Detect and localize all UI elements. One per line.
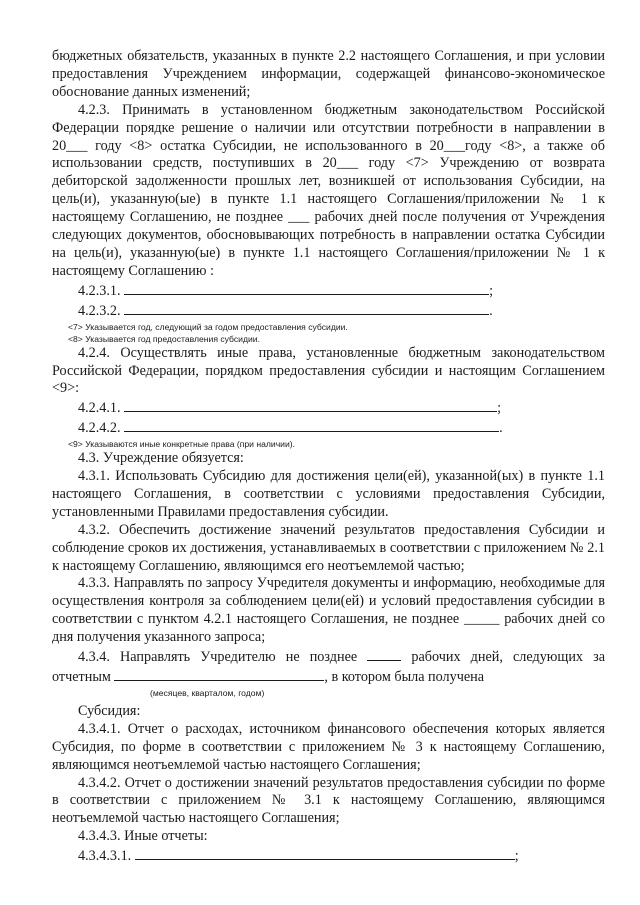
semicolon: ; <box>489 282 494 299</box>
blank-period <box>114 667 324 681</box>
period: . <box>499 420 503 437</box>
footnote-7: <7> Указывается год, следующий за годом предоставления субсидии. <box>68 321 348 332</box>
footnote-9: <9> Указываются иные конкретные права (при наличии). <box>68 439 296 450</box>
period: . <box>489 302 493 319</box>
clause-4-2-3-1-line <box>52 281 605 301</box>
clause-4-3-2: 4.3.2. Обеспечить достижение значений результатов предоставления Субсидии и соблюдение сроков их достижения, устанавливаемых в соответствии с приложением № 2.1 к настоящему Соглашению, являющимся его неотъемлемой частью; <box>52 521 605 574</box>
clause-4-3-4-3-1-line <box>52 846 605 866</box>
clause-4-3: 4.3. Учреждение обязуется: <box>78 450 244 467</box>
paragraph-continuation: бюджетных обязательств, указанных в пункте 2.2 настоящего Соглашения, и при условии предоставления Учреждением информации, содержащей финансово-экономическое обоснование данных изменений; <box>52 48 605 100</box>
clause-4-2-3: 4.2.3. Принимать в установленном бюджетным законодательством Российской Федерации порядке решение о наличии или отсутствии потребности в направлении в 20___ году <8> остатка Субсидии, не использованного в 20___году <8>, а также об использовании средств, поступивших в 20___ году <7> Учреждению от возврата дебиторской задолженности прошлых лет, возникшей от использования Субсидии, на цель(и), указанную(ые) в пункте 1.1 настоящего Соглашения/приложении № 1 к настоящему Соглашению, не позднее ___ рабочих дней после получения от Учреждения следующих документов, обосновывающих потребность в направлении остатка Субсидии на цель(и), указанную(ые) в пункте 1.1 настоящего Соглашения/приложении № 1 к настоящему Соглашению : <box>52 101 605 279</box>
clause-4-3-4-period-label: отчетным <box>52 669 111 685</box>
clause-4-2-4-2-number: 4.2.4.2. <box>78 420 121 437</box>
blank-line <box>124 301 489 315</box>
clause-4-3-1: 4.3.1. Использовать Субсидию для достижения цели(ей), указанной(ых) в пункте 1.1 настоящего Соглашения, в соответствии с условиями предоставления Субсидии, установленными Правилами предоставления субсидии. <box>52 468 605 520</box>
clause-4-3-4-end: , в котором была получена <box>324 669 485 685</box>
clause-4-3-4 <box>52 647 605 687</box>
footnote-8: <8> Указывается год предоставления субсидии. <box>68 333 260 344</box>
clause-4-3-4-1: 4.3.4.1. Отчет о расходах, источником финансового обеспечения которых является Субсидия, по форме в соответствии с приложением № 3 к настоящему Соглашению, являющимся неотъемлемой частью настоящего Соглашения; <box>52 720 605 773</box>
clause-4-3-4-3-1-number: 4.3.4.3.1. <box>78 848 132 865</box>
clause-4-3-4-subsidy: Субсидия: <box>78 702 141 719</box>
clause-4-3-4-3: 4.3.4.3. Иные отчеты: <box>78 828 208 845</box>
blank-line <box>124 398 497 412</box>
clause-4-3-3: 4.3.3. Направлять по запросу Учредителя документы и информацию, необходимые для осуществления контроля за соблюдением цели(ей) и условий предоставления субсидии в соответствии с пунктом 4.2.1 настоящего Соглашения, не позднее _____ рабочих дней со дня получения указанного запроса; <box>52 575 605 646</box>
clause-4-2-4-1-number: 4.2.4.1. <box>78 400 121 417</box>
clause-4-2-3-2-line <box>52 301 605 321</box>
clause-4-2-3-2-number: 4.2.3.2. <box>78 302 121 319</box>
blank-line <box>135 846 515 860</box>
blank-line <box>124 281 489 295</box>
clause-4-2-4-2-line <box>52 418 605 438</box>
semicolon: ; <box>497 400 502 417</box>
clause-4-3-4-start: 4.3.4. Направлять Учредителю не позднее <box>78 649 358 666</box>
clause-4-2-4: 4.2.4. Осуществлять иные права, установленные бюджетным законодательством Российской Федерации, порядком предоставления субсидии и настоящим Соглашением <9>: <box>52 344 605 397</box>
clause-4-2-3-1-number: 4.2.3.1. <box>78 282 121 299</box>
clause-4-3-4-2: 4.3.4.2. Отчет о достижении значений результатов предоставления субсидии по форме в соответствии с приложением № 3.1 к настоящему Соглашению, являющимся неотъемлемой частью настоящего Соглашения; <box>52 774 605 827</box>
blank-line <box>124 418 499 432</box>
clause-4-3-4-days-text: рабочих дней, следующих за <box>411 649 606 666</box>
period-hint: (месяцев, кварталом, годом) <box>150 687 265 698</box>
clause-4-2-4-1-line <box>52 398 605 418</box>
document-page <box>52 48 605 866</box>
blank-days <box>367 647 401 661</box>
semicolon: ; <box>514 848 519 865</box>
